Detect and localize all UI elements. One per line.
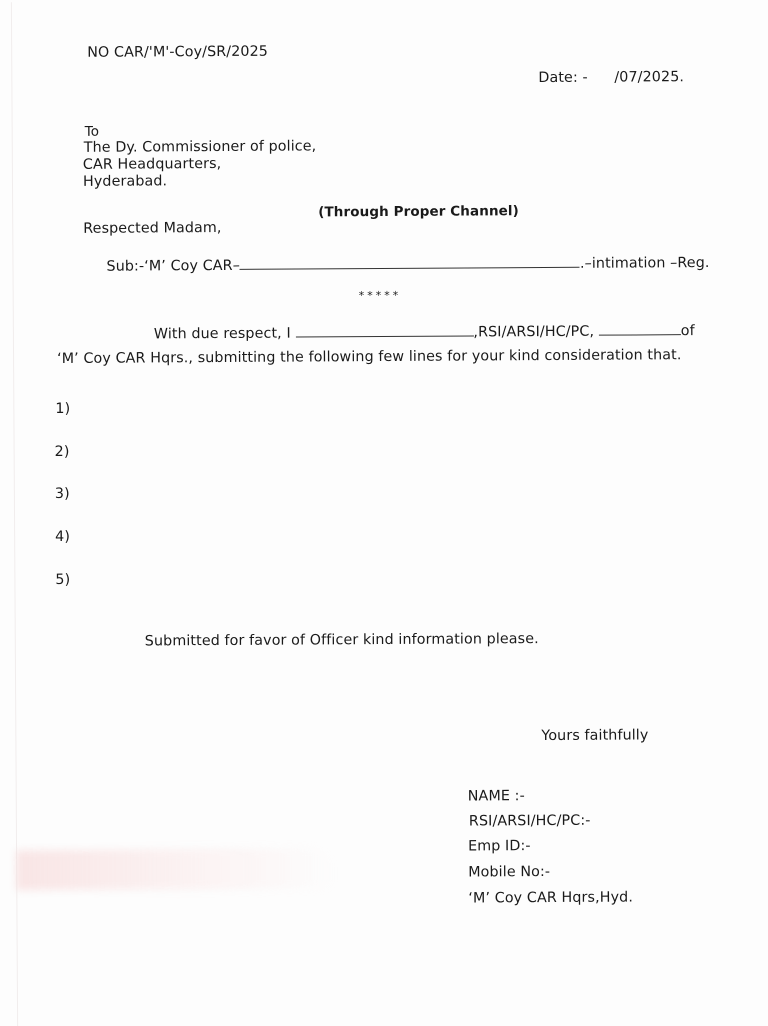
number-blank-field[interactable] xyxy=(599,322,681,336)
point-2: 2) xyxy=(54,443,70,461)
signature-emp-id: Emp ID:- xyxy=(467,838,531,855)
date-label: Date: - xyxy=(538,69,588,87)
body-rank: ,RSI/ARSI/HC/PC, xyxy=(473,323,595,341)
signature-name: NAME :- xyxy=(467,788,525,805)
closing-line: Submitted for favor of Officer kind information please. xyxy=(144,631,539,650)
body-line-1 xyxy=(154,322,695,342)
subject-blank-field[interactable] xyxy=(240,255,580,270)
signature-mobile: Mobile No:- xyxy=(468,863,551,881)
salutation: Respected Madam, xyxy=(83,219,222,237)
separator-stars: ***** xyxy=(358,288,402,303)
to-line: To xyxy=(84,123,100,140)
point-1: 1) xyxy=(55,400,71,418)
point-5: 5) xyxy=(55,571,71,589)
name-blank-field[interactable] xyxy=(295,323,473,337)
subject-suffix: .–intimation –Reg. xyxy=(579,255,710,272)
body-line-2: ‘M’ Coy CAR Hqrs., submitting the following few lines for your kind consideration that. xyxy=(57,347,682,367)
body-of: of xyxy=(680,323,695,340)
date-value: /07/2025. xyxy=(614,69,685,86)
recipient-city: Hyderabad. xyxy=(82,173,168,190)
subject-line xyxy=(106,254,709,275)
signature-rank: RSI/ARSI/HC/PC:- xyxy=(468,812,591,830)
scan-stain xyxy=(16,848,336,890)
signature-unit: ‘M’ Coy CAR Hqrs,Hyd. xyxy=(468,889,633,907)
reference-number: NO CAR/'M'-Coy/SR/2025 xyxy=(87,43,269,61)
body-intro: With due respect, I xyxy=(153,325,291,343)
sign-off: Yours faithfully xyxy=(541,727,649,745)
recipient-title: The Dy. Commissioner of police, xyxy=(83,138,317,156)
subject-prefix: Sub:-‘M’ Coy CAR– xyxy=(106,257,240,275)
through-channel: (Through Proper Channel) xyxy=(318,203,519,221)
point-3: 3) xyxy=(54,485,70,503)
recipient-office: CAR Headquarters, xyxy=(82,155,222,173)
point-4: 4) xyxy=(55,528,71,546)
